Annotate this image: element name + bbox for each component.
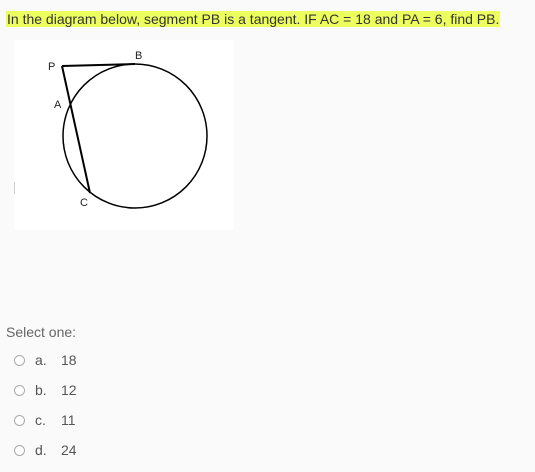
radio-button-icon[interactable] <box>14 355 25 366</box>
point-label-c: C <box>80 197 88 209</box>
point-label-a: A <box>54 99 62 111</box>
tangent-segment-pb <box>62 64 135 66</box>
point-label-b: B <box>135 50 143 62</box>
option-value: 12 <box>61 382 77 398</box>
answer-option-d[interactable] <box>14 435 77 465</box>
option-value: 18 <box>61 352 77 368</box>
diagram-svg <box>14 40 234 230</box>
answer-option-b[interactable] <box>14 375 77 405</box>
option-value: 24 <box>61 442 77 458</box>
point-label-p: P <box>48 61 56 73</box>
circle-shape <box>63 64 207 208</box>
radio-button-icon[interactable] <box>14 385 25 396</box>
answer-options <box>14 345 77 465</box>
geometry-diagram <box>14 40 234 230</box>
radio-button-icon[interactable] <box>14 445 25 456</box>
divider-mark <box>14 182 15 194</box>
option-letter: d. <box>35 442 47 458</box>
answer-option-c[interactable] <box>14 405 77 435</box>
option-letter: a. <box>35 352 47 368</box>
answer-option-a[interactable] <box>14 345 77 375</box>
option-letter: c. <box>35 412 46 428</box>
option-letter: b. <box>35 382 47 398</box>
option-value: 11 <box>61 412 76 428</box>
secant-segment-pc <box>62 66 90 193</box>
question-text <box>6 9 500 29</box>
select-one-label: Select one: <box>6 324 77 340</box>
question-highlight: In the diagram below, segment PB is a tangent. IF AC = 18 and PA = 6, find PB. <box>7 11 500 27</box>
radio-button-icon[interactable] <box>14 415 25 426</box>
